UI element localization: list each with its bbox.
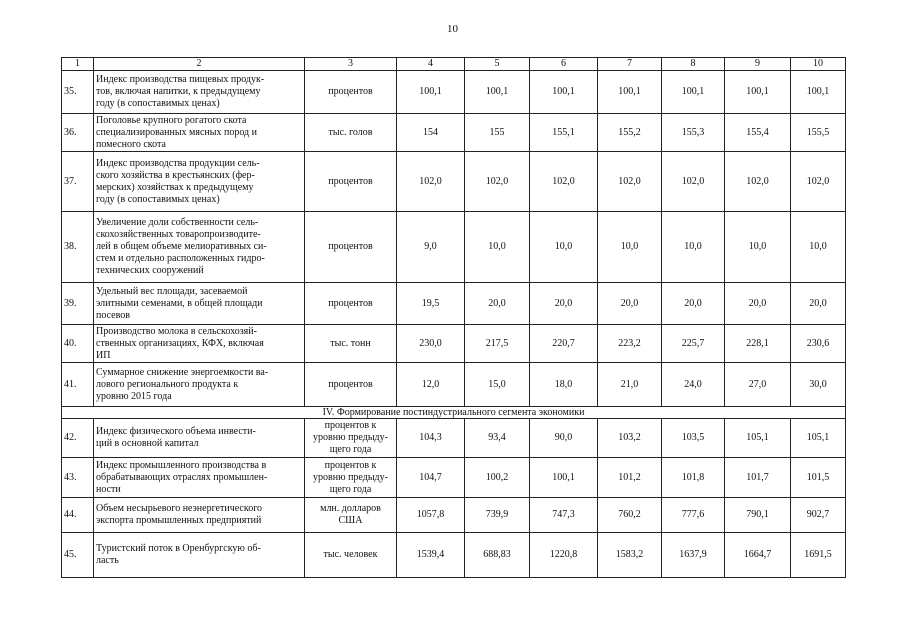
value-cell: 10,0	[465, 212, 530, 283]
row-number: 41.	[62, 363, 94, 407]
indicator-name-line: ности	[96, 483, 121, 495]
indicator-name-line: специализированных мясных пород и	[96, 126, 257, 138]
value-cell: 1691,5	[791, 533, 846, 578]
table-row	[62, 363, 846, 407]
unit-line: процентов к	[324, 420, 377, 431]
indicator-name-line: ласть	[96, 555, 119, 566]
value-cell: 27,0	[725, 363, 791, 407]
section-row	[62, 407, 846, 419]
value-cell: 104,7	[397, 458, 465, 498]
unit-of-measure	[305, 71, 397, 114]
table-row	[62, 533, 846, 578]
value-cell: 18,0	[530, 363, 598, 407]
indicator-name-line: Производство молока в сельскохозяй-	[96, 325, 257, 337]
indicator-name-line: уровню 2015 года	[96, 390, 172, 402]
unit-of-measure	[305, 283, 397, 325]
value-cell: 100,1	[397, 71, 465, 114]
row-number: 39.	[62, 283, 94, 325]
row-number: 35.	[62, 71, 94, 114]
value-cell: 20,0	[465, 283, 530, 325]
unit-line: щего года	[329, 483, 372, 495]
indicator-name	[94, 363, 305, 407]
unit-line: процентов к	[324, 459, 377, 471]
indicator-name-line: Поголовье крупного рогатого скота	[96, 114, 247, 126]
indicator-name-line: году (в сопоставимых ценах)	[96, 193, 220, 205]
indicator-name	[94, 325, 305, 363]
value-cell: 103,2	[598, 419, 662, 458]
value-cell: 100,1	[530, 71, 598, 114]
indicator-name-line: скохозяйственных товаропроизводите-	[96, 229, 261, 240]
column-number-row	[62, 58, 846, 71]
value-cell: 100,1	[791, 71, 846, 114]
value-cell: 100,1	[725, 71, 791, 114]
column-header: 8	[662, 58, 725, 71]
value-cell: 155,4	[725, 114, 791, 152]
value-cell: 20,0	[791, 283, 846, 325]
value-cell: 90,0	[530, 419, 598, 458]
value-cell: 102,0	[791, 152, 846, 212]
value-cell: 102,0	[465, 152, 530, 212]
value-cell: 220,7	[530, 325, 598, 363]
value-cell: 10,0	[662, 212, 725, 283]
column-header: 2	[94, 58, 305, 71]
value-cell: 100,1	[598, 71, 662, 114]
indicator-name-line: помесного скота	[96, 138, 166, 150]
unit-of-measure	[305, 419, 397, 458]
value-cell: 20,0	[598, 283, 662, 325]
section-title: IV. Формирование постиндустриального сегмента экономики	[62, 407, 846, 419]
unit-of-measure	[305, 152, 397, 212]
unit-line: млн. долларов	[320, 503, 381, 514]
value-cell: 100,1	[662, 71, 725, 114]
value-cell: 105,1	[791, 419, 846, 458]
value-cell: 30,0	[791, 363, 846, 407]
value-cell: 104,3	[397, 419, 465, 458]
unit-of-measure	[305, 114, 397, 152]
value-cell: 100,2	[465, 458, 530, 498]
value-cell: 760,2	[598, 498, 662, 533]
unit-of-measure	[305, 212, 397, 283]
unit-of-measure	[305, 458, 397, 498]
value-cell: 102,0	[530, 152, 598, 212]
unit-of-measure	[305, 533, 397, 578]
value-cell: 217,5	[465, 325, 530, 363]
unit-line: щего года	[329, 444, 372, 455]
value-cell: 20,0	[530, 283, 598, 325]
indicator-name-line: лей в общем объеме мелиоративных си-	[96, 241, 267, 252]
indicator-name	[94, 419, 305, 458]
indicator-name-line: ИП	[96, 349, 111, 361]
row-number: 45.	[62, 533, 94, 578]
value-cell: 225,7	[662, 325, 725, 363]
indicator-name-line: Суммарное снижение энергоемкости ва-	[96, 366, 269, 378]
value-cell: 777,6	[662, 498, 725, 533]
unit-line: тыс. тонн	[330, 337, 371, 349]
indicator-name	[94, 152, 305, 212]
unit-line: процентов	[328, 378, 373, 390]
value-cell: 1637,9	[662, 533, 725, 578]
unit-line: процентов	[328, 175, 373, 187]
table-row	[62, 458, 846, 498]
column-header: 9	[725, 58, 791, 71]
indicator-name-line: Туристский поток в Оренбургскую об-	[96, 543, 261, 554]
table-row	[62, 419, 846, 458]
value-cell: 12,0	[397, 363, 465, 407]
indicator-name-line: ственных организациях, КФХ, включая	[96, 337, 264, 349]
table-row	[62, 325, 846, 363]
unit-line: США	[338, 515, 363, 526]
indicator-name	[94, 212, 305, 283]
row-number: 42.	[62, 419, 94, 458]
table-row	[62, 498, 846, 533]
indicator-name-line: Удельный вес площади, засеваемой	[96, 285, 248, 297]
value-cell: 155	[465, 114, 530, 152]
unit-line: процентов	[328, 241, 373, 252]
indicator-name	[94, 71, 305, 114]
value-cell: 15,0	[465, 363, 530, 407]
column-header: 3	[305, 58, 397, 71]
value-cell: 1057,8	[397, 498, 465, 533]
table-row	[62, 283, 846, 325]
unit-of-measure	[305, 325, 397, 363]
indicator-name	[94, 458, 305, 498]
table-row	[62, 71, 846, 114]
value-cell: 103,5	[662, 419, 725, 458]
value-cell: 1583,2	[598, 533, 662, 578]
value-cell: 155,5	[791, 114, 846, 152]
column-header: 1	[62, 58, 94, 71]
unit-line: процентов	[328, 297, 373, 309]
value-cell: 101,8	[662, 458, 725, 498]
table-row	[62, 212, 846, 283]
column-header: 4	[397, 58, 465, 71]
row-number: 37.	[62, 152, 94, 212]
column-header: 7	[598, 58, 662, 71]
indicator-name	[94, 533, 305, 578]
indicators-table	[61, 57, 846, 578]
value-cell: 10,0	[791, 212, 846, 283]
indicator-name	[94, 114, 305, 152]
value-cell: 790,1	[725, 498, 791, 533]
value-cell: 902,7	[791, 498, 846, 533]
indicator-name-line: обрабатывающих отраслях промышлен-	[96, 471, 268, 483]
value-cell: 24,0	[662, 363, 725, 407]
indicator-name-line: элитными семенами, в общей площади	[96, 297, 263, 309]
indicator-name-line: ций в основной капитал	[96, 438, 199, 449]
indicator-name-line: лового регионального продукта к	[96, 378, 239, 390]
indicator-name-line: Объем несырьевого неэнергетического	[96, 503, 263, 514]
indicator-name	[94, 498, 305, 533]
value-cell: 100,1	[465, 71, 530, 114]
value-cell: 1664,7	[725, 533, 791, 578]
value-cell: 1539,4	[397, 533, 465, 578]
unit-of-measure	[305, 363, 397, 407]
value-cell: 102,0	[397, 152, 465, 212]
indicator-name-line: Увеличение доли собственности сель-	[96, 217, 259, 228]
unit-of-measure	[305, 498, 397, 533]
indicator-name-line: Индекс производства продукции сель-	[96, 157, 260, 169]
value-cell: 155,1	[530, 114, 598, 152]
row-number: 38.	[62, 212, 94, 283]
table-row	[62, 114, 846, 152]
value-cell: 101,7	[725, 458, 791, 498]
page-number: 10	[447, 23, 458, 35]
value-cell: 20,0	[662, 283, 725, 325]
value-cell: 230,6	[791, 325, 846, 363]
column-header: 10	[791, 58, 846, 71]
column-header: 5	[465, 58, 530, 71]
value-cell: 155,3	[662, 114, 725, 152]
indicator-name-line: экспорта промышленных предприятий	[96, 515, 262, 526]
value-cell: 20,0	[725, 283, 791, 325]
row-number: 44.	[62, 498, 94, 533]
value-cell: 93,4	[465, 419, 530, 458]
indicator-name-line: мерских) хозяйствах к предыдущему	[96, 181, 254, 193]
value-cell: 100,1	[530, 458, 598, 498]
value-cell: 21,0	[598, 363, 662, 407]
indicator-name-line: Индекс физического объема инвести-	[96, 426, 256, 437]
column-header: 6	[530, 58, 598, 71]
value-cell: 747,3	[530, 498, 598, 533]
indicator-name-line: году (в сопоставимых ценах)	[96, 98, 220, 109]
indicator-name-line: Индекс производства пищевых продук-	[96, 74, 265, 85]
row-number: 36.	[62, 114, 94, 152]
value-cell: 105,1	[725, 419, 791, 458]
indicator-name-line: ского хозяйства в крестьянских (фер-	[96, 169, 255, 181]
indicator-name-line: технических сооружений	[96, 265, 204, 276]
value-cell: 102,0	[662, 152, 725, 212]
value-cell: 102,0	[725, 152, 791, 212]
value-cell: 739,9	[465, 498, 530, 533]
value-cell: 1220,8	[530, 533, 598, 578]
indicator-name-line: посевов	[96, 309, 130, 321]
value-cell: 155,2	[598, 114, 662, 152]
indicator-name-line: тов, включая напитки, к предыдущему	[96, 86, 261, 97]
value-cell: 101,2	[598, 458, 662, 498]
indicator-name	[94, 283, 305, 325]
value-cell: 10,0	[530, 212, 598, 283]
value-cell: 223,2	[598, 325, 662, 363]
value-cell: 228,1	[725, 325, 791, 363]
unit-line: тыс. человек	[323, 549, 378, 560]
value-cell: 688,83	[465, 533, 530, 578]
value-cell: 10,0	[598, 212, 662, 283]
value-cell: 9,0	[397, 212, 465, 283]
unit-line: уровню предыду-	[313, 471, 388, 483]
row-number: 40.	[62, 325, 94, 363]
indicator-name-line: Индекс промышленного производства в	[96, 459, 267, 471]
unit-line: процентов	[328, 86, 373, 97]
unit-line: тыс. голов	[328, 126, 373, 138]
row-number: 43.	[62, 458, 94, 498]
unit-line: уровню предыду-	[313, 432, 388, 443]
value-cell: 10,0	[725, 212, 791, 283]
value-cell: 154	[397, 114, 465, 152]
table-row	[62, 152, 846, 212]
value-cell: 102,0	[598, 152, 662, 212]
indicator-name-line: стем и отдельно расположенных гидро-	[96, 253, 265, 264]
value-cell: 19,5	[397, 283, 465, 325]
value-cell: 101,5	[791, 458, 846, 498]
value-cell: 230,0	[397, 325, 465, 363]
